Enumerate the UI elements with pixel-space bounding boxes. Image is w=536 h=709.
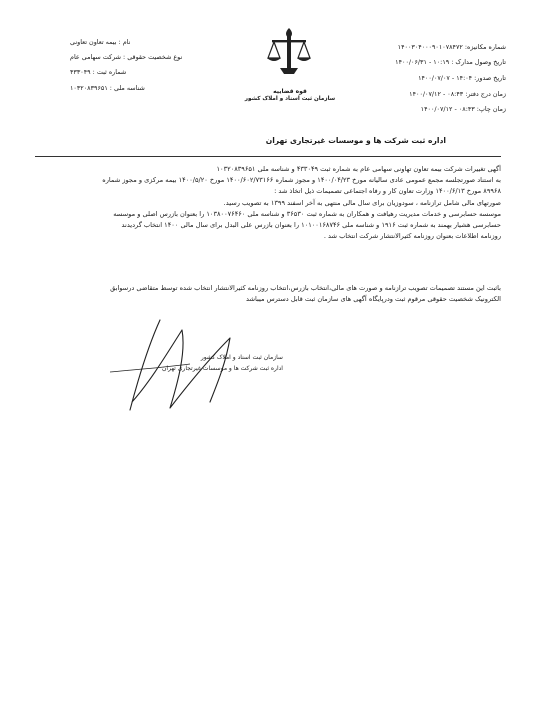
judiciary-emblem-icon (258, 26, 320, 90)
office-title: اداره ثبت شرکت ها و موسسات غیرتجاری تهران (265, 136, 446, 145)
receipt-date: تاریخ وصول مدارک : ۱۰:۱۹ - ۱۴۰۰/۰۶/۳۱ (395, 58, 506, 66)
body-line: آگهی تغییرات شرکت بیمه تعاون تهاونی سهامی عام به شماره ثبت ۴۳۳۰۴۹ و شناسه ملی ۱۰۳۲۰۸۳۹۶۵۱ (216, 165, 501, 173)
company-reg-no: شماره ثبت : ۴۳۳۰۴۹ (70, 68, 127, 76)
signature-line1: سازمان ثبت اسناد و املاک کشور (200, 354, 283, 361)
body-line: به استناد صورتجلسه مجمع عمومی عادی سالیانه مورخ ۱۴۰۰/۰۴/۲۳ و مجوز شماره ۱۴۰۰/۶۰۲/۷۳۱۶۶ مورخ ۱۴۰۰/۵/۲۰ بیمه مرکزی و مجوز شماره (102, 176, 501, 185)
statement-line: باثبت این مستند تصمیمات تصویب ترازنامه و صورت های مالی،انتخاب بازرس،انتخاب روزنامه کثیرالانتشار انتخاب شده توسط متقاضی درسوابق (110, 284, 501, 292)
signature-block (162, 352, 283, 374)
body-line: ۸۹۹۶۸ مورخ ۱۴۰۰/۶/۱۳ وزارت تعاون کار و رفاه اجتماعی تصمیمات ذیل اتخاذ شد : (274, 187, 501, 196)
print-time: زمان چاپ: ۰۸:۴۳ - ۱۴۰۰/۰۷/۱۲ (420, 105, 506, 113)
signature-line2: اداره ثبت شرکت ها و موسسات غیرتجاری تهران (162, 365, 283, 372)
emblem-caption-line1: قوه قضاییه (273, 88, 307, 95)
body-line: صورتهای مالی شامل ترازنامه ، سودوزیان برای سال مالی منتهی به آخر اسفند ۱۳۹۹ به تصویب رسید. (223, 198, 501, 207)
mechanized-number: شماره مکانیزه: ۱۴۰۰۳۰۴۰۰۰۹۰۱۰۷۸۴۷۲ (397, 43, 506, 51)
body-line: روزنامه اطلاعات بعنوان روزنامه کثیرالانتشار شرکت انتخاب شد . (323, 232, 501, 241)
emblem-caption (244, 88, 336, 102)
company-name: نام : بیمه تعاون تعاونی (70, 38, 131, 46)
entry-time: زمان درج دفتر: ۰۸:۴۳ - ۱۴۰۰/۰۷/۱۲ (409, 90, 506, 98)
company-national-id: شناسه ملی : ۱۰۳۲۰۸۳۹۶۵۱ (70, 84, 145, 92)
issue-date: تاریخ صدور: ۱۴:۰۴ - ۱۴۰۰/۰۷/۰۷ (418, 74, 506, 82)
divider (35, 156, 501, 157)
statement-line: الکترونیک شخصیت حقوقی مرقوم ثبت ودرپایگاه آگهی های سازمان ثبت قابل دسترس میباشد (246, 295, 501, 303)
body-line: موسسه حسابرسی و خدمات مدیریت رهیافت و همکاران به شماره ثبت ۳۶۵۳۰ و شناسه ملی ۱۰۳۸۰۰۷۶۴۶۰ را بعنوان بازرس اصلی و موسسه (113, 209, 501, 218)
emblem-caption-line2: سازمان ثبت اسناد و املاک کشور (244, 96, 336, 102)
announcement-body (35, 164, 501, 242)
company-legal-type: نوع شخصیت حقوقی : شرکت سهامی عام (70, 53, 183, 61)
body-line: حسابرسی هشیار بهمند به شماره ثبت ۱۹۱۶ و شناسه ملی ۱۰۱۰۰۱۶۸۷۴۶ را بعنوان بازرس علی البدل برای سال مالی ۱۴۰۰ انتخاب گردیدند (121, 221, 501, 230)
registration-statement (35, 283, 501, 305)
